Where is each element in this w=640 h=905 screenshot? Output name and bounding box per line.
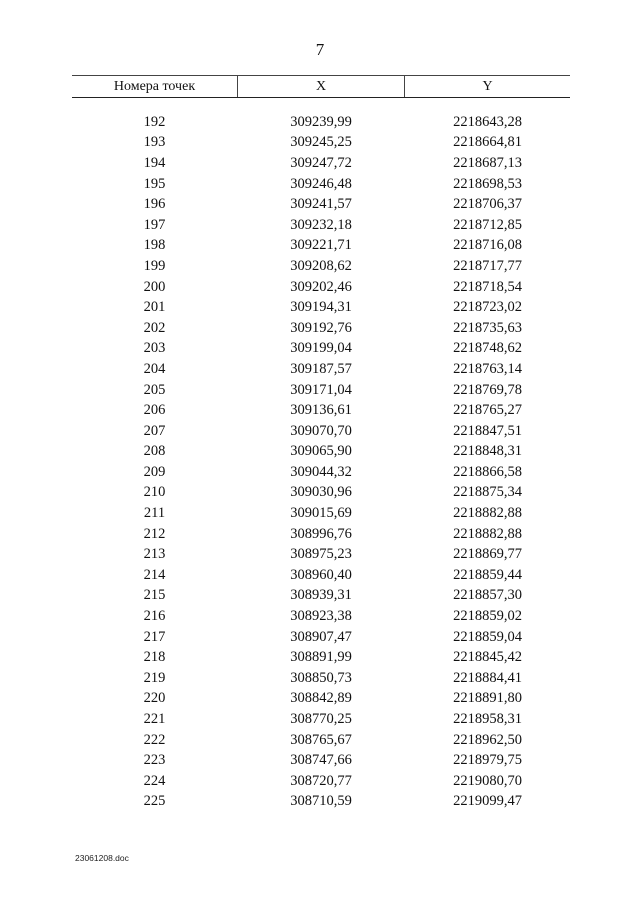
table-row [72,792,570,813]
y-cell: 2218687,13 [453,154,522,171]
x-cell: 309136,61 [290,402,352,419]
table-row [72,277,570,298]
y-cell: 2218698,53 [453,175,522,192]
y-cell: 2218857,30 [453,587,522,604]
table-row [72,689,570,710]
y-cell: 2218748,62 [453,340,522,357]
x-cell: 308996,76 [290,525,352,542]
point-number-cell: 218 [143,649,166,666]
y-cell: 2218712,85 [453,216,522,233]
x-cell: 308842,89 [290,690,352,707]
table-row [72,215,570,236]
table-row [72,771,570,792]
point-number-cell: 213 [143,546,166,563]
page-number: 7 [315,40,325,59]
point-number-cell: 217 [143,628,166,645]
point-number-cell: 193 [143,134,166,151]
y-cell: 2218859,44 [453,566,522,583]
x-cell: 308720,77 [290,772,352,789]
y-cell: 2218891,80 [453,690,522,707]
x-cell: 309171,04 [290,381,352,398]
x-cell: 309221,71 [290,237,352,254]
point-number-cell: 222 [143,731,166,748]
y-cell: 2218884,41 [453,669,522,686]
table-row [72,339,570,360]
table-row [72,194,570,215]
point-number-cell: 208 [143,443,166,460]
table-row [72,750,570,771]
x-cell: 309030,96 [290,484,352,501]
y-cell: 2218718,54 [453,278,522,295]
table-row [72,565,570,586]
point-number-cell: 206 [143,402,166,419]
table-row [72,606,570,627]
point-number-cell: 207 [143,422,166,439]
table-row [72,133,570,154]
y-cell: 2219080,70 [453,772,522,789]
y-cell: 2218882,88 [453,525,522,542]
x-cell: 309247,72 [290,154,352,171]
y-cell: 2218716,08 [453,237,522,254]
y-cell: 2218763,14 [453,360,522,377]
point-number-cell: 220 [143,690,166,707]
point-number-cell: 203 [143,340,166,357]
point-number-cell: 221 [143,711,166,728]
table-row [72,174,570,195]
table-row [72,236,570,257]
x-cell: 308891,99 [290,649,352,666]
point-number-cell: 216 [143,608,166,625]
table-row [72,627,570,648]
y-cell: 2218769,78 [453,381,522,398]
y-cell: 2218979,75 [453,752,522,769]
x-cell: 309065,90 [290,443,352,460]
table-row [72,668,570,689]
table-row [72,524,570,545]
x-cell: 309232,18 [290,216,352,233]
x-cell: 309199,04 [290,340,352,357]
y-cell: 2218723,02 [453,299,522,316]
x-cell: 308770,25 [290,711,352,728]
table-row [72,586,570,607]
point-number-cell: 214 [143,566,166,583]
point-number-cell: 198 [143,237,166,254]
y-cell: 2218875,34 [453,484,522,501]
y-cell: 2218869,77 [453,546,522,563]
point-number-cell: 205 [143,381,166,398]
point-number-cell: 211 [143,505,166,522]
y-cell: 2218717,77 [453,257,522,274]
y-cell: 2218643,28 [453,113,522,130]
table-row [72,709,570,730]
point-number-cell: 194 [143,154,166,171]
table-row [72,503,570,524]
y-cell: 2218765,27 [453,402,522,419]
x-cell: 309044,32 [290,463,352,480]
file-name-footer: 23061208.doc [75,853,129,863]
y-cell: 2218882,88 [453,505,522,522]
table-row [72,380,570,401]
table-row [72,544,570,565]
point-number-cell: 204 [143,360,166,377]
x-cell: 309187,57 [290,360,352,377]
x-cell: 308765,67 [290,731,352,748]
x-cell: 308939,31 [290,587,352,604]
x-cell: 309015,69 [290,505,352,522]
table-row [72,421,570,442]
point-number-cell: 225 [143,793,166,810]
x-cell: 309194,31 [290,299,352,316]
header-point-number: Номера точек [113,78,196,94]
table-row [72,483,570,504]
y-cell: 2218859,02 [453,608,522,625]
point-number-cell: 192 [143,113,166,130]
table-row [72,318,570,339]
y-cell: 2218845,42 [453,649,522,666]
x-cell: 308747,66 [290,752,352,769]
table-row [72,400,570,421]
table-row [72,297,570,318]
point-number-cell: 212 [143,525,166,542]
x-cell: 309245,25 [290,134,352,151]
x-cell: 309239,99 [290,113,352,130]
point-number-cell: 209 [143,463,166,480]
header-x: X [237,76,405,97]
point-number-cell: 223 [143,752,166,769]
y-cell: 2219099,47 [453,793,522,810]
coordinates-table-body [72,112,570,812]
point-number-cell: 201 [143,299,166,316]
y-cell: 2218859,04 [453,628,522,645]
y-cell: 2218735,63 [453,319,522,336]
x-cell: 308923,38 [290,608,352,625]
table-row [72,730,570,751]
point-number-cell: 197 [143,216,166,233]
x-cell: 309241,57 [290,196,352,213]
x-cell: 308960,40 [290,566,352,583]
x-cell: 308850,73 [290,669,352,686]
x-cell: 308907,47 [290,628,352,645]
point-number-cell: 215 [143,587,166,604]
point-number-cell: 196 [143,196,166,213]
y-cell: 2218664,81 [453,134,522,151]
table-row [72,442,570,463]
header-y: Y [482,78,493,94]
point-number-cell: 219 [143,669,166,686]
table-row [72,153,570,174]
point-number-cell: 200 [143,278,166,295]
point-number-cell: 224 [143,772,166,789]
y-cell: 2218706,37 [453,196,522,213]
y-cell: 2218958,31 [453,711,522,728]
table-header [72,75,570,98]
y-cell: 2218866,58 [453,463,522,480]
x-cell: 309192,76 [290,319,352,336]
table-row [72,647,570,668]
table-row [72,359,570,380]
y-cell: 2218848,31 [453,443,522,460]
x-cell: 309070,70 [290,422,352,439]
x-cell: 309202,46 [290,278,352,295]
table-row [72,112,570,133]
table-row [72,256,570,277]
x-cell: 309208,62 [290,257,352,274]
y-cell: 2218962,50 [453,731,522,748]
point-number-cell: 199 [143,257,166,274]
x-cell: 309246,48 [290,175,352,192]
x-cell: 308710,59 [290,793,352,810]
table-row [72,462,570,483]
point-number-cell: 210 [143,484,166,501]
x-cell: 308975,23 [290,546,352,563]
point-number-cell: 202 [143,319,166,336]
y-cell: 2218847,51 [453,422,522,439]
point-number-cell: 195 [143,175,166,192]
